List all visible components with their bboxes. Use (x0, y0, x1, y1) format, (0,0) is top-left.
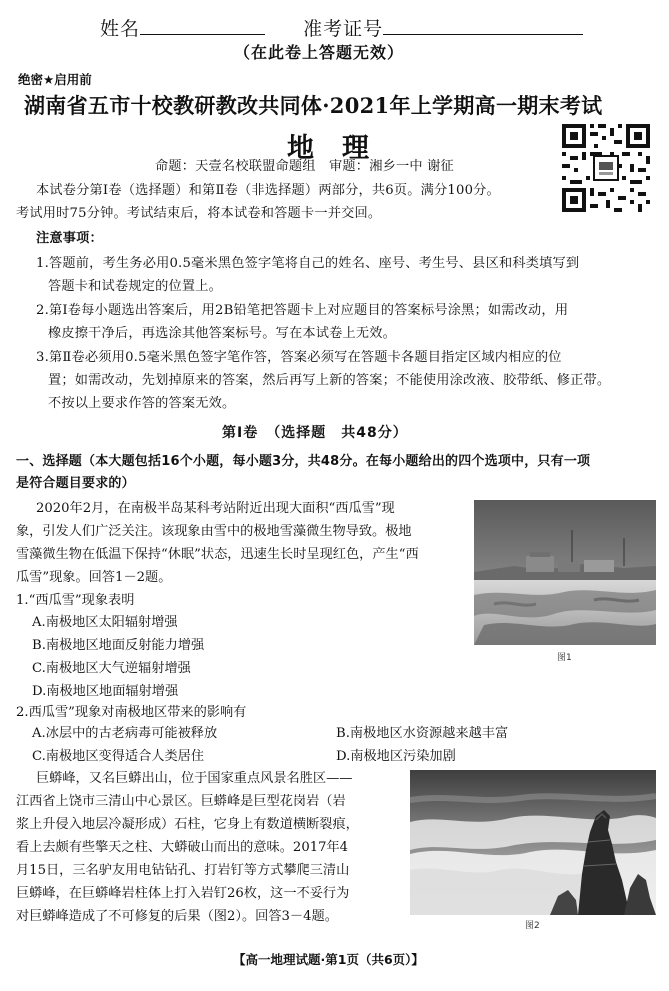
candidate-info-line (100, 14, 583, 41)
figure-2-caption: 图2 (525, 921, 540, 931)
q2-option-a[interactable]: A.冰层中的古老病毒可能被释放 (32, 726, 218, 741)
passage2-line-6: 巨蟒峰，在巨蟒峰岩柱体上打入岩钉26枚，这一不妥行为 (16, 886, 350, 901)
subject-title: 地理 (287, 133, 397, 164)
qr-code-icon (560, 122, 652, 214)
note-2-line-1: 2.第Ⅰ卷每小题选出答案后，用2B铅笔把答题卡上对应题目的答案标号涂黑；如需改动，用 (36, 303, 569, 318)
note-2-line-2: 橡皮擦干净后，再选涂其他答案标号。写在本试卷上无效。 (48, 326, 397, 341)
q2-option-c[interactable]: C.南极地区变得适合人类居住 (32, 749, 205, 764)
name-label: 姓名 (100, 18, 141, 40)
secret-label: 绝密★启用前 (18, 72, 92, 87)
q1-stem: 1.“西瓜雪”现象表明 (16, 593, 135, 608)
page-footer: 【高一地理试题·第1页（共6页）】 (233, 952, 424, 967)
section-heading-line-1: 一、选择题（本大题包括16个小题，每小题3分，共48分。在每小题给出的四个选项中，只有一项 (16, 454, 591, 469)
part-title: 第Ⅰ卷 （选择题 共48分） (222, 425, 408, 441)
exam-id-blank[interactable] (383, 16, 583, 35)
q2-option-b[interactable]: B.南极地区水资源越来越丰富 (336, 726, 509, 741)
passage2-line-7: 对巨蟒峰造成了不可修复的后果（图2）。回答3－4题。 (16, 909, 338, 924)
q2-stem: 2.西瓜雪”现象对南极地区带来的影响有 (16, 705, 247, 720)
name-blank[interactable] (140, 16, 265, 35)
passage1-line-2: 象，引发人们广泛关注。该现象由雪中的极地雪藻微生物导致。极地 (16, 524, 412, 539)
q1-option-d[interactable]: D.南极地区地面辐射增强 (32, 684, 179, 699)
passage1-line-1: 2020年2月，在南极半岛某科考站附近出现大面积“西瓜雪”现 (36, 501, 395, 516)
figure-2-photo (410, 770, 656, 915)
passage2-line-5: 月15日，三名驴友用电钻钻孔、打岩钉等方式攀爬三清山 (16, 863, 350, 878)
passage2-line-4: 看上去颇有些擎天之柱、大蟒破山而出的意味。2017年4 (16, 840, 349, 855)
passage1-line-4: 瓜雪”现象。回答1－2题。 (16, 570, 172, 585)
passage2-line-3: 浆上升侵入地层冷凝形成）石柱，它身上有数道横断裂痕， (16, 817, 359, 832)
invalid-note: （在此卷上答题无效） (234, 43, 405, 62)
q1-option-a[interactable]: A.南极地区太阳辐射增强 (32, 615, 178, 630)
note-3-line-1: 3.第Ⅱ卷必须用0.5毫米黑色签字笔作答，答案必须写在答题卡各题目指定区域内相应的位 (36, 350, 562, 365)
intro-line-2: 考试用时75分钟。考试结束后，将本试卷和答题卡一并交回。 (16, 206, 382, 221)
exam-title: 湖南省五市十校教研教改共同体·2021年上学期高一期末考试 (24, 93, 603, 118)
q2-option-d[interactable]: D.南极地区污染加剧 (336, 749, 456, 764)
note-1-line-1: 1.答题前，考生务必用0.5毫米黑色签字笔将自己的姓名、座号、考生号、县区和科类填写到 (36, 256, 580, 271)
note-1-line-2: 答题卡和试卷规定的位置上。 (48, 279, 223, 294)
section-heading-line-2: 是符合题目要求的） (16, 476, 135, 491)
notes-title: 注意事项： (36, 231, 103, 246)
note-3-line-3: 不按以上要求作答的答案无效。 (48, 396, 236, 411)
figure-1-caption: 图1 (557, 653, 572, 663)
exam-id-label: 准考证号 (303, 18, 384, 40)
figure-1-photo (474, 500, 656, 645)
intro-line-1: 本试卷分第Ⅰ卷（选择题）和第Ⅱ卷（非选择题）两部分，共6页。满分100分。 (36, 183, 500, 198)
credits-line: 命题：天壹名校联盟命题组 审题：湘乡一中 谢征 (155, 159, 454, 174)
passage2-line-1: 巨蟒峰，又名巨蟒出山，位于国家重点风景名胜区—— (36, 771, 353, 786)
q1-option-b[interactable]: B.南极地区地面反射能力增强 (32, 638, 205, 653)
passage2-line-2: 江西省上饶市三清山中心景区。巨蟒峰是巨型花岗岩（岩 (16, 794, 346, 809)
note-3-line-2: 置；如需改动，先划掉原来的答案，然后再写上新的答案；不能使用涂改液、胶带纸、修正带。 (48, 373, 611, 388)
passage1-line-3: 雪藻微生物在低温下保持“休眠”状态，迅速生长时呈现红色，产生“西 (16, 547, 419, 562)
q1-option-c[interactable]: C.南极地区大气逆辐射增强 (32, 661, 191, 676)
